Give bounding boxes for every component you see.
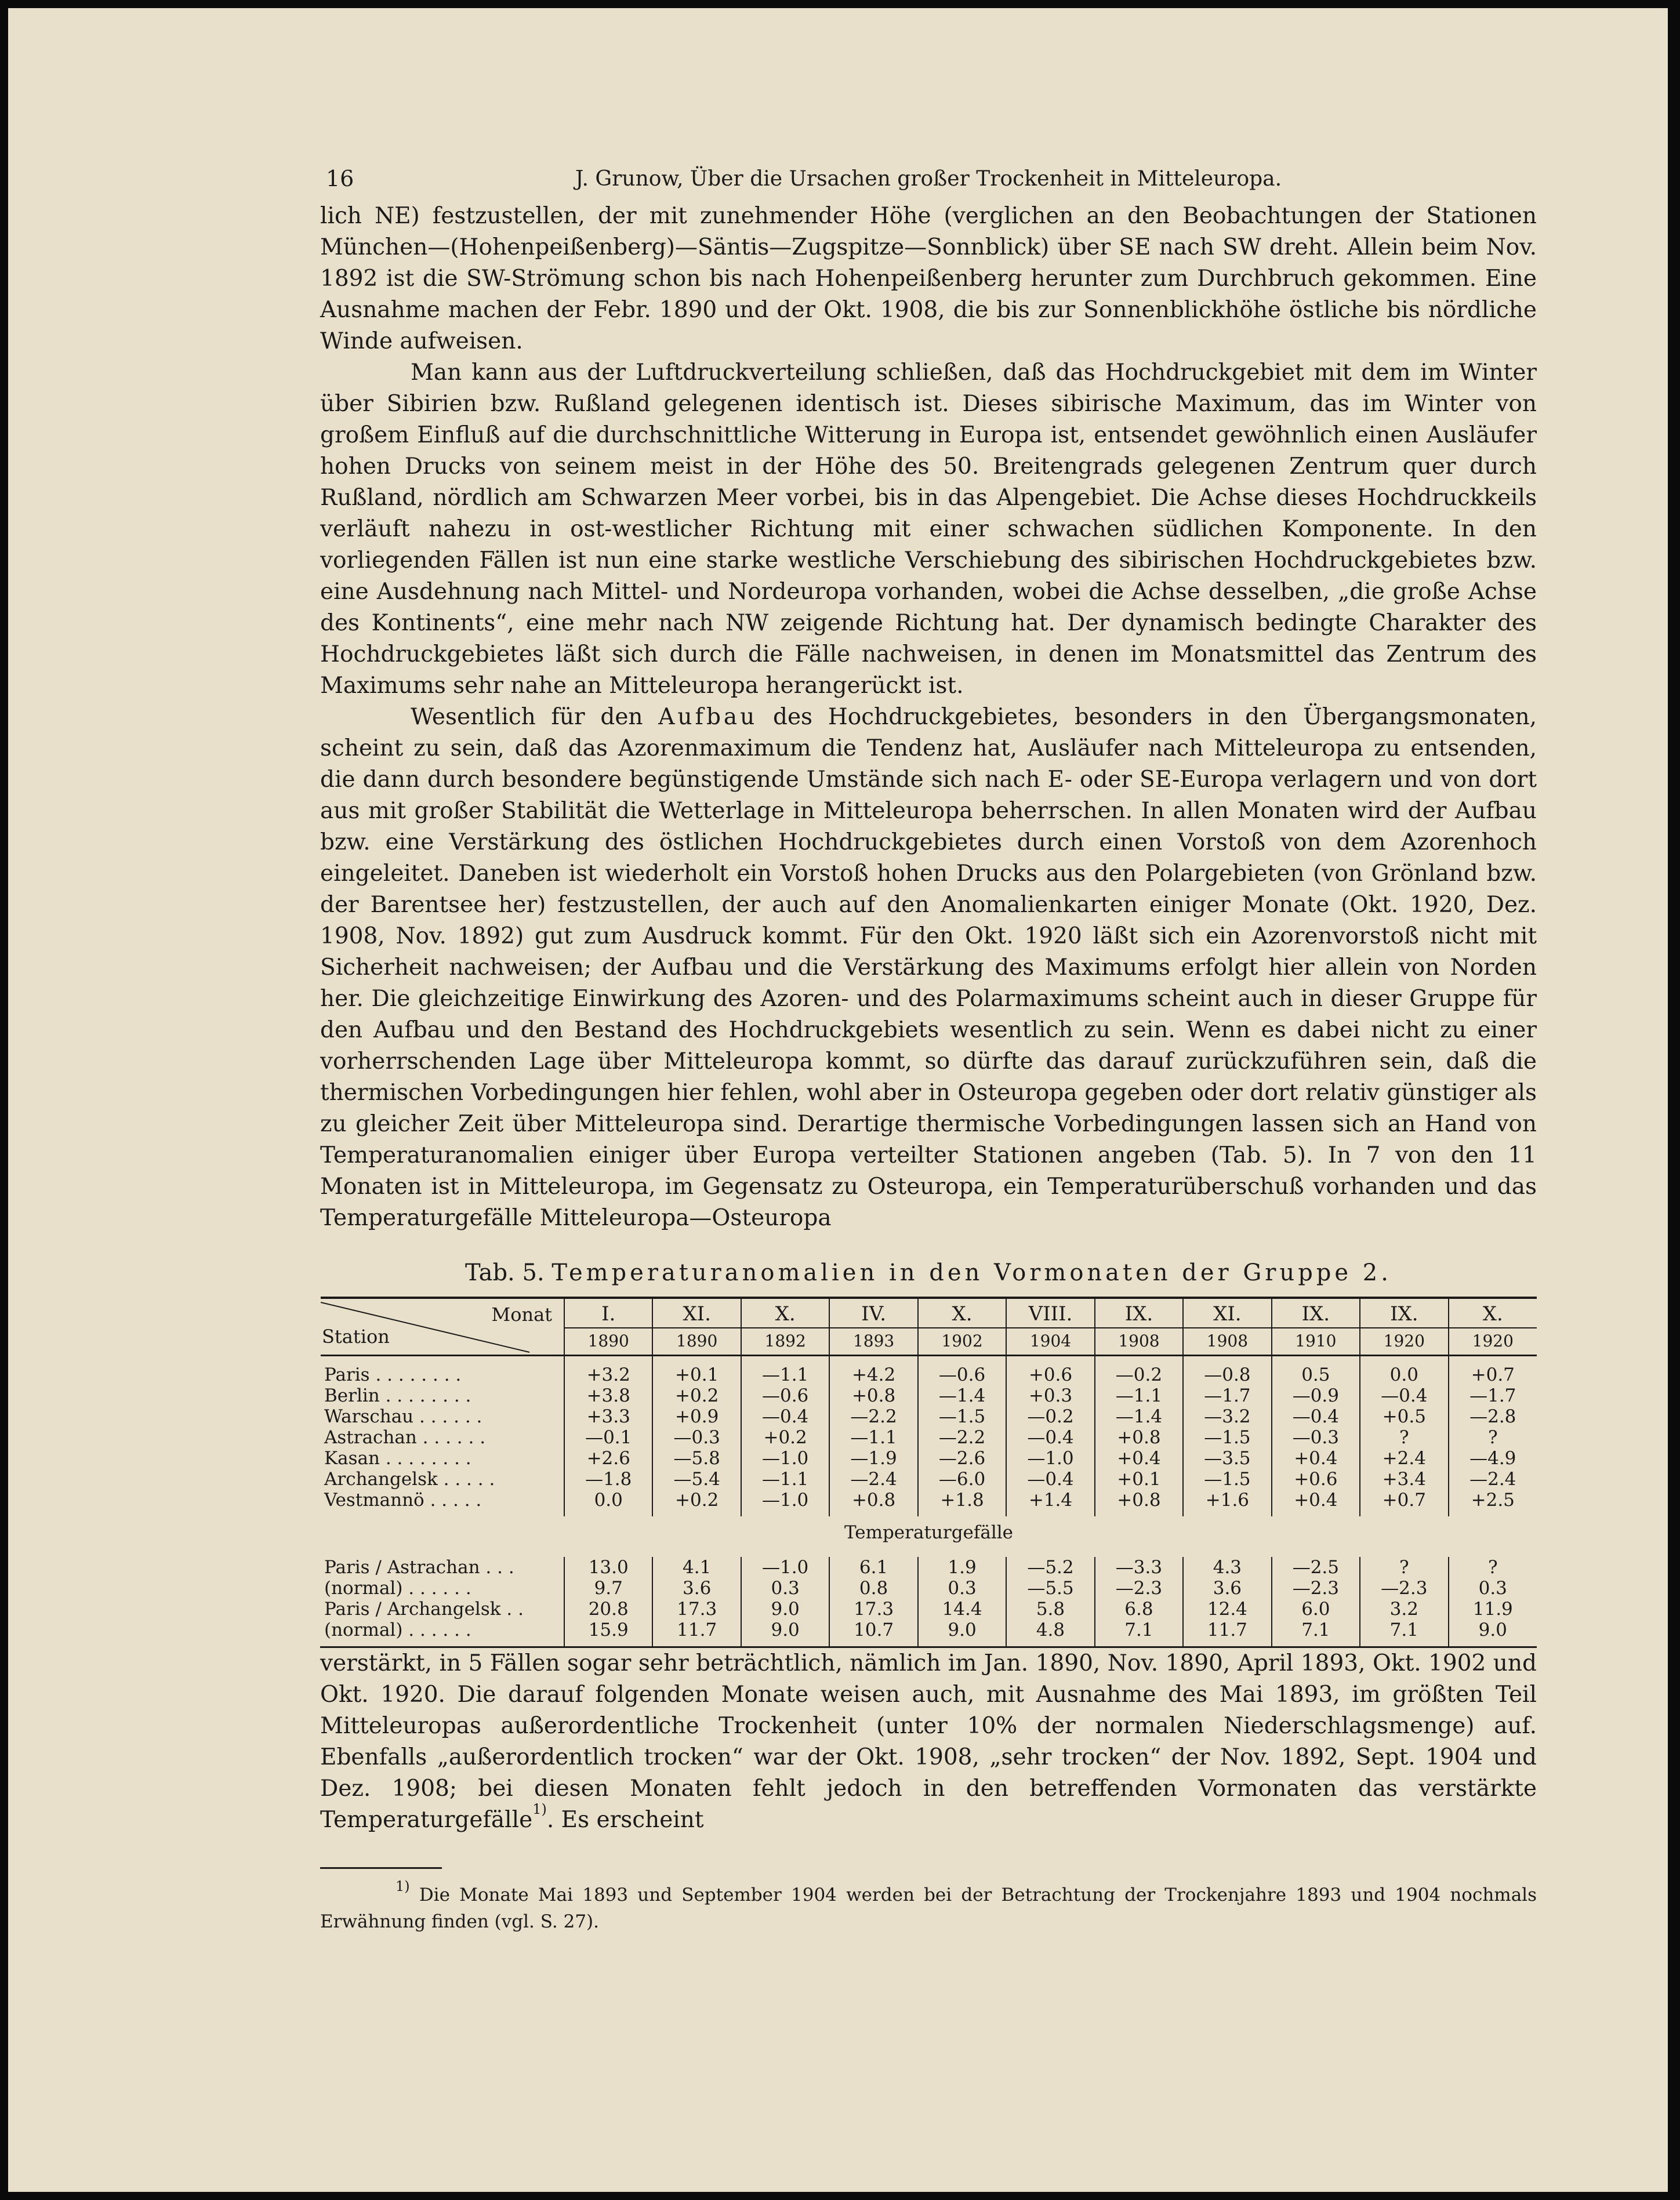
- table-cell: 7.1: [1095, 1620, 1183, 1647]
- table-cell: —2.8: [1449, 1406, 1537, 1427]
- year-label: 1904: [1007, 1327, 1094, 1354]
- table-row: [321, 1578, 1537, 1599]
- table-cell: —1.1: [741, 1356, 829, 1386]
- page-sheet: [8, 8, 1668, 2192]
- table-cell: +0.8: [829, 1490, 917, 1516]
- year-label: 1893: [830, 1327, 917, 1354]
- paragraph-after-table-end: . Es erscheint: [546, 1807, 704, 1833]
- table-cell: +3.8: [564, 1385, 652, 1406]
- table-cell: —2.4: [1449, 1469, 1537, 1490]
- running-header: [320, 166, 1537, 201]
- table-cell: +1.8: [918, 1490, 1006, 1516]
- year-label: 1902: [919, 1327, 1006, 1354]
- table-cell: +0.4: [1272, 1490, 1360, 1516]
- table-cell: 5.8: [1006, 1599, 1094, 1620]
- gradient-section-row: [321, 1516, 1537, 1557]
- table-caption: [320, 1259, 1537, 1286]
- table-cell: +3.3: [564, 1406, 652, 1427]
- row-label: Archangelsk . . . . .: [324, 1469, 495, 1490]
- table-cell: 3.6: [1183, 1578, 1271, 1599]
- table-cell: —2.2: [918, 1427, 1006, 1448]
- year-label: 1908: [1095, 1327, 1182, 1354]
- table-cell: —5.5: [1006, 1578, 1094, 1599]
- table-header-row: [321, 1298, 1537, 1356]
- month-label: IX.: [1124, 1302, 1153, 1326]
- table-cell: +0.7: [1360, 1490, 1448, 1516]
- table-cell: —1.8: [564, 1469, 652, 1490]
- table-row: [321, 1557, 1537, 1578]
- gradient-section-title: Temperaturgefälle: [844, 1522, 1014, 1543]
- table-cell: +0.2: [652, 1385, 741, 1406]
- table-cell: +2.6: [564, 1448, 652, 1469]
- month-label: X.: [1482, 1302, 1503, 1326]
- table-cell: 0.0: [564, 1490, 652, 1516]
- table-cell: —2.5: [1272, 1557, 1360, 1578]
- month-header: [918, 1298, 1006, 1356]
- table-cell: 9.0: [918, 1620, 1006, 1647]
- table-cell: 11.7: [1183, 1620, 1271, 1647]
- month-header: [741, 1298, 829, 1356]
- paragraph-1: lich NE) festzustellen, der mit zunehmender Höhe (verglichen an den Beobachtungen der Stationen München—(Hohenpeißenberg)—Säntis—Zugspitze—Sonnblick) über SE nach SW dreht. Allein beim Nov. 1892 ist die SW-Strömung schon bis nach Hohenpeißenberg herunter zum Durchbruch gekommen. Eine Ausnahme machen der Febr. 1890 und der Okt. 1908, die bis zur Sonnenblickhöhe östliche bis nördliche Winde aufweisen.: [320, 203, 1537, 354]
- table-cell: —3.5: [1183, 1448, 1271, 1469]
- month-label: IV.: [861, 1302, 887, 1326]
- table-cell: 15.9: [564, 1620, 652, 1647]
- table-caption-title: Temperaturanomalien in den Vormonaten der Gruppe 2.: [551, 1259, 1392, 1286]
- table-cell: ?: [1449, 1427, 1537, 1448]
- table-cell: —0.4: [741, 1406, 829, 1427]
- table-cell: —1.1: [1095, 1385, 1183, 1406]
- footnote-marker: 1): [395, 1878, 410, 1894]
- table-cell: +0.7: [1449, 1356, 1537, 1386]
- month-label: X.: [775, 1302, 796, 1326]
- table-cell: +0.6: [1006, 1356, 1094, 1386]
- paragraph-2: Man kann aus der Luftdruckverteilung schließen, daß das Hochdruckgebiet mit dem im Winter über Sibirien bzw. Rußland gelegenen identisch ist. Dieses sibirische Maximum, das im Winter von großem Einfluß auf die durchschnittliche Witterung in Europa ist, entsendet gewöhnlich einen Ausläufer hohen Drucks von seinem meist in der Höhe des 50. Breitengrads gelegenen Zentrum quer durch Rußland, nördlich am Schwarzen Meer vorbei, bis in das Alpengebiet. Die Achse dieses Hochdruckkeils verläuft nahezu in ost-westlicher Richtung mit einer schwachen südlichen Komponente. In den vorliegenden Fällen ist nun eine starke westliche Verschiebung des sibirischen Hochdruckgebietes bzw. eine Ausdehnung nach Mittel- und Nordeuropa vorhanden, wobei die Achse desselben, „die große Achse des Kontinents“, eine mehr nach NW zeigende Richtung hat. Der dynamisch bedingte Charakter des Hochdruckgebietes läßt sich durch die Fälle nachweisen, in denen im Monatsmittel das Zentrum des Maximums sehr nahe an Mitteleuropa herangerückt ist.: [320, 360, 1537, 699]
- table-cell: 6.1: [829, 1557, 917, 1578]
- month-header: [1449, 1298, 1537, 1356]
- table-cell: +0.2: [652, 1490, 741, 1516]
- table-cell: +0.1: [652, 1356, 741, 1386]
- month-label: X.: [952, 1302, 973, 1326]
- table-row: [321, 1448, 1537, 1469]
- table-cell: 4.3: [1183, 1557, 1271, 1578]
- table-cell: 0.3: [741, 1578, 829, 1599]
- table-cell: 0.8: [829, 1578, 917, 1599]
- table-cell: —1.5: [1183, 1427, 1271, 1448]
- month-header: [564, 1298, 652, 1356]
- table-row: [321, 1490, 1537, 1516]
- table-cell: —0.3: [652, 1427, 741, 1448]
- table-cell: —5.2: [1006, 1557, 1094, 1578]
- table-cell: —0.2: [1006, 1406, 1094, 1427]
- table-cell: +0.9: [652, 1406, 741, 1427]
- table-cell: —2.2: [829, 1406, 917, 1427]
- table-cell: 11.7: [652, 1620, 741, 1647]
- row-label: Astrachan . . . . . .: [324, 1427, 486, 1448]
- table-cell: —0.8: [1183, 1356, 1271, 1386]
- table-cell: 9.7: [564, 1578, 652, 1599]
- table-cell: 9.0: [1449, 1620, 1537, 1647]
- footnote-reference: 1): [532, 1801, 547, 1817]
- table-cell: —0.4: [1006, 1469, 1094, 1490]
- table-cell: —5.4: [652, 1469, 741, 1490]
- table-cell: ?: [1449, 1557, 1537, 1578]
- year-label: 1920: [1360, 1327, 1447, 1354]
- month-label: XI.: [683, 1302, 711, 1326]
- table-cell: +2.4: [1360, 1448, 1448, 1469]
- month-header: [829, 1298, 917, 1356]
- row-label: (normal) . . . . . .: [324, 1578, 471, 1599]
- table-cell: 20.8: [564, 1599, 652, 1620]
- table-cell: 6.8: [1095, 1599, 1183, 1620]
- table-cell: 9.0: [741, 1620, 829, 1647]
- footnote: [320, 1878, 1537, 1935]
- table-cell: 12.4: [1183, 1599, 1271, 1620]
- month-label: VIII.: [1028, 1302, 1073, 1326]
- row-label: Vestmannö . . . . .: [324, 1490, 482, 1511]
- table-cell: —3.3: [1095, 1557, 1183, 1578]
- table-cell: 0.3: [1449, 1578, 1537, 1599]
- table-row: [321, 1620, 1537, 1647]
- footnote-text: Die Monate Mai 1893 und September 1904 werden bei der Betrachtung der Trockenjahre 1893 und 1904 nochmals Erwähnung finden (vgl. S. 27).: [320, 1885, 1537, 1932]
- month-header: [1360, 1298, 1448, 1356]
- table-cell: 13.0: [564, 1557, 652, 1578]
- row-label: Berlin . . . . . . . .: [324, 1385, 471, 1406]
- table-cell: +0.1: [1095, 1469, 1183, 1490]
- table-cell: 1.9: [918, 1557, 1006, 1578]
- table-cell: +0.6: [1272, 1469, 1360, 1490]
- table-cell: —1.7: [1449, 1385, 1537, 1406]
- table-cell: 7.1: [1272, 1620, 1360, 1647]
- table-cell: 7.1: [1360, 1620, 1448, 1647]
- table-cell: +0.5: [1360, 1406, 1448, 1427]
- corner-label-monat: Monat: [491, 1304, 552, 1326]
- temperature-anomaly-table: [320, 1297, 1537, 1648]
- table-cell: —0.1: [564, 1427, 652, 1448]
- table-cell: —2.6: [918, 1448, 1006, 1469]
- table-cell: —4.9: [1449, 1448, 1537, 1469]
- table-body: [321, 1356, 1537, 1649]
- table-cell: —0.9: [1272, 1385, 1360, 1406]
- paragraph-after-table: [320, 1648, 1537, 1836]
- table-cell: +0.3: [1006, 1385, 1094, 1406]
- table-cell: +2.5: [1449, 1490, 1537, 1516]
- table-cell: —0.3: [1272, 1427, 1360, 1448]
- table-cell: —0.6: [741, 1385, 829, 1406]
- table-row: [321, 1356, 1537, 1386]
- row-label: Warschau . . . . . .: [324, 1406, 482, 1427]
- table-cell: +4.2: [829, 1356, 917, 1386]
- page-content: [320, 166, 1537, 1935]
- table-cell: —0.4: [1006, 1427, 1094, 1448]
- table-cell: —0.2: [1095, 1356, 1183, 1386]
- table-row: [321, 1599, 1537, 1620]
- table-caption-prefix: Tab. 5.: [465, 1259, 545, 1286]
- table-cell: —1.0: [1006, 1448, 1094, 1469]
- year-label: 1920: [1449, 1327, 1537, 1354]
- row-label: Kasan . . . . . . . .: [324, 1448, 471, 1469]
- table-cell: 4.8: [1006, 1620, 1094, 1647]
- month-header: [1183, 1298, 1271, 1356]
- table-cell: 3.2: [1360, 1599, 1448, 1620]
- table-cell: +0.2: [741, 1427, 829, 1448]
- table-cell: —1.5: [918, 1406, 1006, 1427]
- table-cell: 6.0: [1272, 1599, 1360, 1620]
- table-cell: —1.0: [741, 1557, 829, 1578]
- table-cell: +0.8: [829, 1385, 917, 1406]
- month-label: IX.: [1301, 1302, 1330, 1326]
- table-cell: 9.0: [741, 1599, 829, 1620]
- month-header: [1095, 1298, 1183, 1356]
- footnote-rule: [320, 1867, 442, 1869]
- paragraph-after-table-text: verstärkt, in 5 Fällen sogar sehr beträchtlich, nämlich im Jan. 1890, Nov. 1890, April 1893, Okt. 1902 und Okt. 1920. Die darauf folgenden Monate weisen auch, mit Ausnahme des Mai 1893, im größten Teil Mitteleuropas außerordentliche Trockenheit (unter 10% der normalen Niederschlagsmenge) auf. Ebenfalls „außerordentlich trocken“ war der Okt. 1908, „sehr trocken“ der Nov. 1892, Sept. 1904 und Dez. 1908; bei diesen Monaten fehlt jedoch in den betreffenden Vormonaten das verstärkte Temperaturgefälle: [320, 1650, 1537, 1833]
- table-row: [321, 1427, 1537, 1448]
- table-row: [321, 1469, 1537, 1490]
- table-cell: +0.4: [1095, 1448, 1183, 1469]
- year-label: 1910: [1272, 1327, 1359, 1354]
- table-cell: —1.1: [741, 1469, 829, 1490]
- year-label: 1890: [653, 1327, 740, 1354]
- table-cell: —1.5: [1183, 1469, 1271, 1490]
- table-cell: —2.3: [1272, 1578, 1360, 1599]
- table-cell: —1.4: [1095, 1406, 1183, 1427]
- table-corner-cell: [321, 1298, 564, 1356]
- table-cell: —2.3: [1360, 1578, 1448, 1599]
- table-cell: —0.4: [1360, 1385, 1448, 1406]
- table-cell: 0.3: [918, 1578, 1006, 1599]
- table-cell: +1.6: [1183, 1490, 1271, 1516]
- table-cell: +0.4: [1272, 1448, 1360, 1469]
- table-cell: —1.9: [829, 1448, 917, 1469]
- table-cell: —0.4: [1272, 1406, 1360, 1427]
- row-label: (normal) . . . . . .: [324, 1620, 471, 1640]
- table-cell: —6.0: [918, 1469, 1006, 1490]
- table-cell: 17.3: [829, 1599, 917, 1620]
- table-cell: +3.2: [564, 1356, 652, 1386]
- table-row: [321, 1385, 1537, 1406]
- table-cell: ?: [1360, 1427, 1448, 1448]
- month-label: I.: [601, 1302, 616, 1326]
- table-cell: +0.8: [1095, 1427, 1183, 1448]
- table-cell: —1.4: [918, 1385, 1006, 1406]
- table-cell: +1.4: [1006, 1490, 1094, 1516]
- corner-label-station: Station: [322, 1326, 390, 1348]
- page-number: 16: [326, 166, 354, 191]
- table-cell: —1.0: [741, 1448, 829, 1469]
- table-cell: 14.4: [918, 1599, 1006, 1620]
- table-cell: 11.9: [1449, 1599, 1537, 1620]
- table-cell: 4.1: [652, 1557, 741, 1578]
- year-label: 1890: [565, 1327, 652, 1354]
- table-cell: 3.6: [652, 1578, 741, 1599]
- table-cell: —0.6: [918, 1356, 1006, 1386]
- table-cell: —5.8: [652, 1448, 741, 1469]
- month-header: [1006, 1298, 1094, 1356]
- month-label: XI.: [1213, 1302, 1242, 1326]
- table-cell: ?: [1360, 1557, 1448, 1578]
- table-cell: 0.5: [1272, 1356, 1360, 1386]
- row-label: Paris / Astrachan . . .: [324, 1557, 514, 1578]
- month-label: IX.: [1390, 1302, 1418, 1326]
- year-label: 1908: [1184, 1327, 1271, 1354]
- table-cell: —2.3: [1095, 1578, 1183, 1599]
- table-cell: 10.7: [829, 1620, 917, 1647]
- year-label: 1892: [742, 1327, 829, 1354]
- month-header: [1272, 1298, 1360, 1356]
- row-label: Paris . . . . . . . .: [324, 1364, 462, 1385]
- table-cell: —1.1: [829, 1427, 917, 1448]
- table-cell: —2.4: [829, 1469, 917, 1490]
- table-cell: +3.4: [1360, 1469, 1448, 1490]
- table-cell: —3.2: [1183, 1406, 1271, 1427]
- table-cell: —1.7: [1183, 1385, 1271, 1406]
- table-row: [321, 1406, 1537, 1427]
- table-cell: +0.8: [1095, 1490, 1183, 1516]
- month-header: [652, 1298, 741, 1356]
- row-label: Paris / Archangelsk . .: [324, 1599, 524, 1620]
- table-cell: —1.0: [741, 1490, 829, 1516]
- table-cell: 17.3: [652, 1599, 741, 1620]
- emphasized-word: Aufbau: [658, 704, 758, 730]
- running-title: J. Grunow, Über die Ursachen großer Trockenheit in Mitteleuropa.: [575, 167, 1282, 191]
- paragraph-3: Wesentlich für den Aufbau des Hochdruckgebietes, besonders in den Übergangsmonaten, scheint zu sein, daß das Azorenmaximum die Tendenz hat, Ausläufer nach Mitteleuropa zu entsenden, die dann durch besondere begünstigende Umstände sich nach E- oder SE-Europa verlagern und von dort aus mit großer Stabilität die Wetterlage in Mitteleuropa beherrschen. In allen Monaten wird der Aufbau bzw. eine Verstärkung des östlichen Hochdruckgebietes durch einen Vorstoß von dem Azorenhoch eingeleitet. Daneben ist wiederholt ein Vorstoß hohen Drucks aus den Polargebieten (von Grönland bzw. der Barentsee her) festzustellen, der auch auf den Anomalienkarten einiger Monate (Okt. 1920, Dez. 1908, Nov. 1892) gut zum Ausdruck kommt. Für den Okt. 1920 läßt sich ein Azorenvorstoß nicht mit Sicherheit nachweisen; der Aufbau und die Verstärkung des Maximums erfolgt hier allein von Norden her. Die gleichzeitige Einwirkung des Azoren- und des Polarmaximums scheint auch in dieser Gruppe für den Aufbau und den Bestand des Hochdruckgebiets wesentlich zu sein. Wenn es dabei nicht zu einer vorherrschenden Lage über Mitteleuropa kommt, so dürfte das darauf zurückzuführen sein, daß die thermischen Vorbedingungen hier fehlen, wohl aber in Osteuropa gegeben oder dort relativ günstiger als zu gleicher Zeit über Mitteleuropa sind. Derartige thermische Vorbedingungen lassen sich an Hand von Temperaturanomalien einiger über Europa verteilter Stationen angeben (Tab. 5). In 7 von den 11 Monaten ist in Mitteleuropa, im Gegensatz zu Osteuropa, ein Temperaturüberschuß vorhanden und das Temperaturgefälle Mitteleuropa—Osteuropa: [320, 704, 1537, 1231]
- table-cell: 0.0: [1360, 1356, 1448, 1386]
